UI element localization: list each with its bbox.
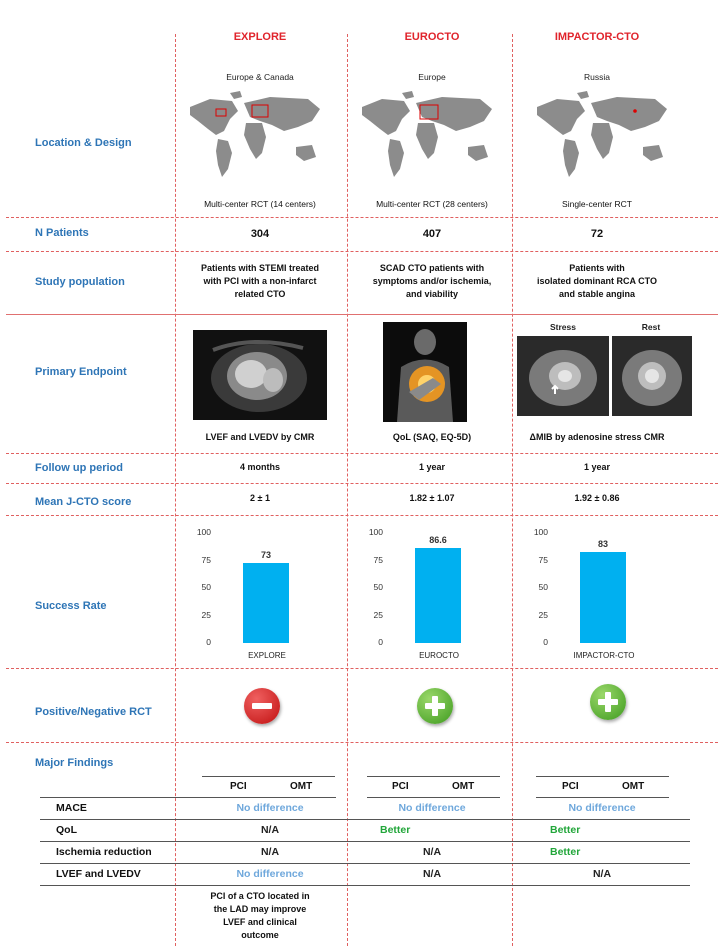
findings-table-rule xyxy=(202,776,335,777)
region-eurocto: Europe xyxy=(418,72,446,82)
success-chart-explore xyxy=(175,520,345,665)
y-tick-label: 100 xyxy=(533,527,548,537)
rest-cmr-image xyxy=(612,336,692,416)
row-label-location: Location & Design xyxy=(35,137,132,149)
y-tick-label: 50 xyxy=(373,582,383,592)
omt-header: OMT xyxy=(622,781,645,792)
impactor-lvef: N/A xyxy=(592,868,612,880)
findings-table-rule xyxy=(40,863,690,864)
findings-table-rule xyxy=(40,819,690,820)
positive-rct-icon xyxy=(417,688,453,724)
row-divider xyxy=(6,314,718,315)
bar-value-label: 73 xyxy=(260,549,271,560)
explore-mace: No difference xyxy=(236,802,304,814)
jcto-impactor: 1.92 ± 0.86 xyxy=(574,493,620,503)
endpoint-eurocto: QoL (SAQ, EQ-5D) xyxy=(392,432,472,442)
positive-rct-icon xyxy=(590,684,626,720)
findings-table-rule xyxy=(367,776,500,777)
row-label-followup: Follow up period xyxy=(35,462,123,474)
omt-header: OMT xyxy=(452,781,475,792)
patients-impactor: 72 xyxy=(590,228,604,240)
rest-label: Rest xyxy=(641,322,661,332)
row-divider xyxy=(6,515,718,516)
eurocto-mace: No difference xyxy=(398,802,466,814)
jcto-explore: 2 ± 1 xyxy=(250,493,270,503)
findings-table-rule xyxy=(40,885,690,886)
finding-label-lvef: LVEF and LVEDV xyxy=(56,868,141,880)
eurocto-lvef: N/A xyxy=(422,868,442,880)
eurocto-qol: Better xyxy=(380,824,411,836)
impactor-ischemia: Better xyxy=(550,846,581,858)
y-tick-label: 0 xyxy=(543,637,548,647)
findings-table-rule xyxy=(536,776,669,777)
row-label-patients: N Patients xyxy=(35,227,89,239)
y-tick-label: 100 xyxy=(368,527,383,537)
category-label: EUROCTO xyxy=(419,651,459,660)
y-tick-label: 50 xyxy=(538,582,548,592)
row-label-success: Success Rate xyxy=(35,600,107,612)
finding-label-ischemia: Ischemia reduction xyxy=(56,846,152,858)
trial-title-explore: EXPLORE xyxy=(233,31,287,43)
row-label-jcto: Mean J-CTO score xyxy=(35,496,132,508)
region-impactor: Russia xyxy=(584,72,610,82)
pci-header: PCI xyxy=(562,781,579,792)
findings-table-rule xyxy=(367,797,500,798)
y-tick-label: 100 xyxy=(196,527,211,537)
explore-lvef: No difference xyxy=(236,868,304,880)
jcto-eurocto: 1.82 ± 1.07 xyxy=(409,493,455,503)
y-tick-label: 0 xyxy=(378,637,383,647)
design-eurocto: Multi-center RCT (28 centers) xyxy=(376,199,488,209)
eurocto-ischemia: N/A xyxy=(422,846,442,858)
trial-title-eurocto: EUROCTO xyxy=(404,31,460,43)
category-label: EXPLORE xyxy=(248,651,286,660)
column-divider xyxy=(512,34,513,946)
explore-qol: N/A xyxy=(260,824,280,836)
trial-title-impactor: IMPACTOR-CTO xyxy=(554,31,640,43)
row-divider xyxy=(6,668,718,669)
success-bar xyxy=(243,563,289,643)
findings-table-rule xyxy=(536,797,669,798)
world-map-impactor xyxy=(527,85,677,193)
negative-rct-icon xyxy=(244,688,280,724)
success-bar xyxy=(415,548,461,643)
row-label-rct: Positive/Negative RCT xyxy=(35,706,152,718)
y-tick-label: 75 xyxy=(373,554,383,565)
y-tick-label: 25 xyxy=(538,609,548,620)
success-chart-impactor xyxy=(512,520,682,665)
success-bar xyxy=(580,552,626,643)
row-label-population: Study population xyxy=(35,276,125,288)
world-map-eurocto xyxy=(352,85,502,193)
findings-table-rule xyxy=(40,797,336,798)
patients-eurocto: 407 xyxy=(422,228,442,240)
row-divider xyxy=(6,251,718,252)
population-eurocto: SCAD CTO patients with symptoms and/or ischemia, and viability xyxy=(372,263,492,299)
row-divider xyxy=(6,742,718,743)
row-divider xyxy=(6,217,718,218)
stress-label: Stress xyxy=(550,322,576,332)
angina-patient-image xyxy=(383,322,467,422)
pci-header: PCI xyxy=(230,781,247,792)
column-divider xyxy=(347,34,348,946)
y-tick-label: 50 xyxy=(201,582,211,592)
y-tick-label: 25 xyxy=(201,609,211,620)
success-chart-eurocto xyxy=(347,520,512,665)
y-tick-label: 75 xyxy=(201,554,211,565)
row-divider xyxy=(6,453,718,454)
finding-label-qol: QoL xyxy=(56,824,77,836)
design-explore: Multi-center RCT (14 centers) xyxy=(204,199,316,209)
patients-explore: 304 xyxy=(250,228,270,240)
y-tick-label: 75 xyxy=(538,554,548,565)
column-divider xyxy=(175,34,176,946)
pci-header: PCI xyxy=(392,781,409,792)
category-label: IMPACTOR-CTO xyxy=(573,651,635,660)
findings-table-rule xyxy=(40,841,690,842)
explore-note: PCI of a CTO located in the LAD may improve LVEF and clinical outcome xyxy=(210,891,310,940)
bar-value-label: 86.6 xyxy=(429,534,447,545)
bar-value-label: 83 xyxy=(597,538,608,549)
impactor-mace: No difference xyxy=(568,802,636,814)
omt-header: OMT xyxy=(290,781,313,792)
impactor-qol: Better xyxy=(550,824,581,836)
finding-label-mace: MACE xyxy=(56,802,87,814)
population-impactor: Patients with isolated dominant RCA CTO and stable angina xyxy=(536,263,657,299)
endpoint-explore: LVEF and LVEDV by CMR xyxy=(205,432,315,442)
followup-eurocto: 1 year xyxy=(418,462,446,472)
endpoint-impactor: ΔMIB by adenosine stress CMR xyxy=(529,432,665,442)
followup-explore: 4 months xyxy=(239,462,280,472)
row-divider xyxy=(6,483,718,484)
population-explore: Patients with STEMI treated with PCI with a non-infarct related CTO xyxy=(200,263,320,299)
explore-ischemia: N/A xyxy=(260,846,280,858)
followup-impactor: 1 year xyxy=(583,462,611,472)
row-label-findings: Major Findings xyxy=(35,757,114,769)
design-impactor: Single-center RCT xyxy=(562,199,632,209)
y-tick-label: 25 xyxy=(373,609,383,620)
region-explore: Europe & Canada xyxy=(226,72,294,82)
row-label-endpoint: Primary Endpoint xyxy=(35,366,127,378)
y-tick-label: 0 xyxy=(206,637,211,647)
stress-cmr-image xyxy=(517,336,609,416)
world-map-explore xyxy=(180,85,330,193)
cardiac-mri-image xyxy=(193,330,327,420)
